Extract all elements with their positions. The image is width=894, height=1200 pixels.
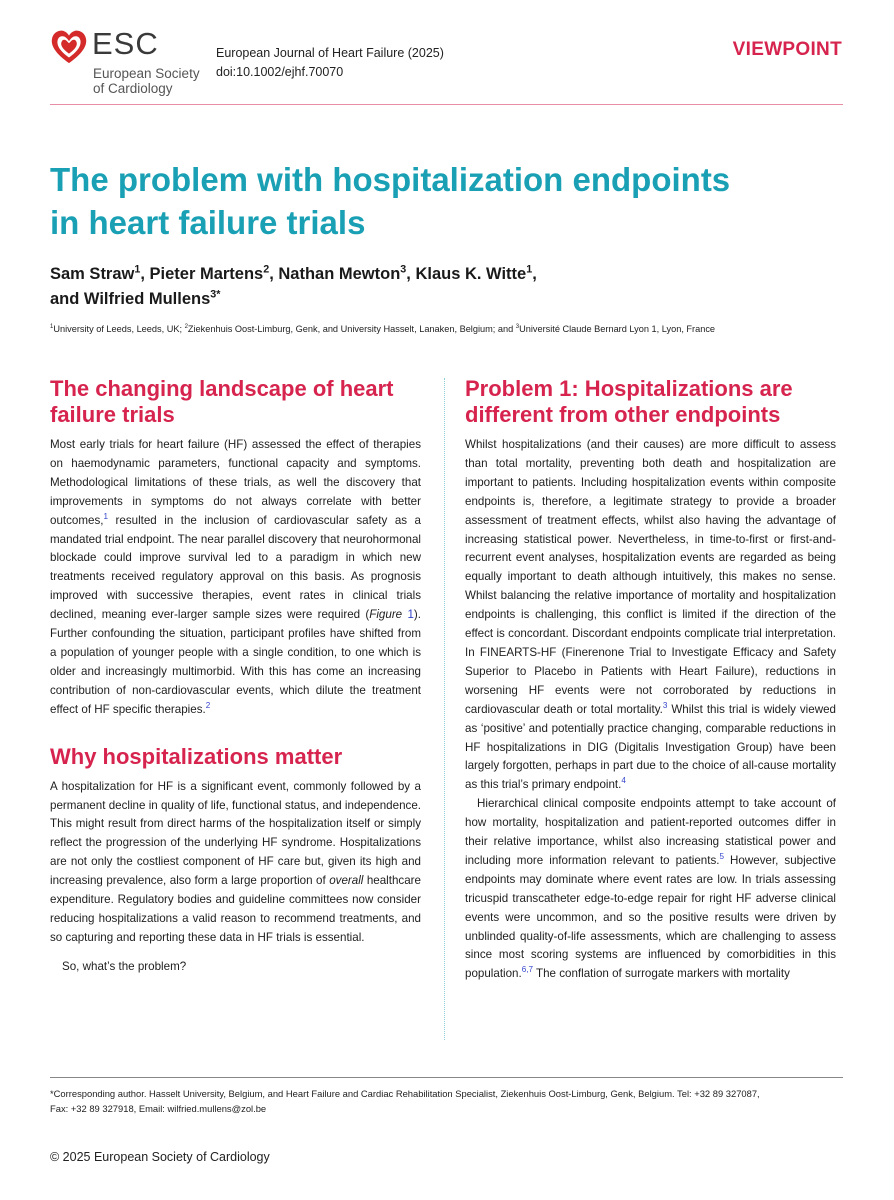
section-heading-landscape: The changing landscape of heart failure trials — [50, 376, 394, 427]
paragraph — [50, 778, 421, 948]
author-affiliation: 3* — [210, 288, 221, 301]
reference-link[interactable]: 5 — [719, 852, 725, 862]
author-separator: , — [406, 265, 416, 283]
title-line-1: The problem with hospitalization endpoints — [50, 161, 731, 198]
logo-subtitle-line1: European Society — [93, 66, 200, 81]
author-separator: , — [140, 265, 150, 283]
reference-link[interactable]: 3 — [662, 700, 668, 710]
paragraph — [50, 436, 421, 720]
logo-subtitle-line2: of Cardiology — [93, 81, 173, 96]
paragraph-text: ). Further confounding the situation, participant profiles have shifted from a population of younger people with a single condition, to one which is older and increasingly multimorbid. With this has come an increasing contribution of non-cardiovascular events, which dilute the treatment effect of HF specific therapies. — [50, 608, 421, 716]
paragraph-text: However, subjective endpoints may dominate where event rates are low. In trials assessing tricuspid transcatheter edge-to-edge repair for right HF adverse clinical events were uncommon, and so the positive results were driven by unblinded quality-of-life assessments, which are challenging to assess since most scoring systems are influenced by comorbidities in this population. — [465, 853, 836, 981]
author-affiliation: 2 — [263, 263, 270, 276]
affiliation-number: 2 — [184, 323, 188, 330]
paragraph-text: The conflation of surrogate markers with mortality — [533, 967, 790, 981]
affiliation-text: Ziekenhuis Oost-Limburg, Genk, and University Hasselt, Lanaken, Belgium; and — [187, 324, 516, 334]
esc-logo — [50, 28, 210, 98]
heart-icon — [50, 28, 88, 66]
reference-link[interactable]: 2 — [205, 700, 211, 710]
article-title — [50, 158, 850, 244]
paragraph — [465, 436, 836, 795]
reference-link[interactable]: 4 — [621, 776, 626, 786]
paragraph-text: Whilst hospitalizations (and their causes) are more difficult to assess than total mortality, preventing both death and hospitalization are important to patients. Including hospitalization events within composite endpoints is, therefore, a legitimate strategy to provide a broader assessment of treatment effects, whilst also having the advantage of increasing statistical power. Nevertheless, in time-to-first or first-and-recurrent event analyses, hospitalization events are regarded as being equally important to death although intuitively, this makes no sense. Whilst balancing the relative importance of mortality and hospitalization endpoints is challenging, this conflict is limited if the direction of the effect is concordant. Discordant endpoints complicate trial interpretation. In FINEARTS-HF (Finerenone Trial to Investigate Efficacy and Safety Superior to Placebo in Patients with Heart Failure), reductions in worsening HF events were not corroborated by reductions in cardiovascular death or total mortality. — [465, 438, 836, 716]
copyright-notice: © 2025 European Society of Cardiology — [50, 1150, 270, 1164]
section-heading-why: Why hospitalizations matter — [50, 743, 343, 769]
doi-link[interactable]: doi:10.1002/ejhf.70070 — [216, 65, 344, 79]
journal-info — [216, 44, 444, 82]
section-heading-problem1: Problem 1: Hospitalizations are different from other endpoints — [465, 376, 793, 427]
left-column — [50, 376, 421, 977]
author-name[interactable]: Klaus K. Witte — [415, 265, 527, 283]
logo-wordmark: ESC — [92, 26, 159, 61]
reference-link[interactable]: 6,7 — [521, 965, 534, 975]
author-affiliation: 1 — [134, 263, 141, 276]
affiliations — [50, 324, 850, 334]
author-line-1 — [50, 262, 850, 287]
author-name[interactable]: Sam Straw — [50, 265, 135, 283]
paragraph-text: Most early trials for heart failure (HF) assessed the effect of therapies on haemodynamic parameters, functional capacity and symptoms. Methodological limitations of these trials, as well the discovery that improvements in symptoms do not always correlate with better outcomes, — [50, 438, 421, 527]
affiliation-text: Université Claude Bernard Lyon 1, Lyon, France — [519, 324, 716, 334]
paragraph-text: resulted in the inclusion of cardiovascular safety as a mandated trial endpoint. The near parallel discovery that neurohormonal blockade could improve survival led to a paradigm in which new treatments received regulatory approval on this basis. As prognosis improved with successive therapies, event rates in clinical trials declined, meaning ever-larger sample sizes were required ( — [50, 513, 421, 622]
author-separator: , — [269, 265, 279, 283]
figure-label: Figure — [369, 608, 403, 622]
corresponding-author-footnote — [50, 1086, 850, 1116]
reference-link[interactable]: 1 — [103, 511, 109, 521]
article-type-label: VIEWPOINT — [732, 39, 842, 60]
journal-name: European Journal of Heart Failure (2025) — [216, 46, 444, 60]
paragraph-text: Whilst this trial is widely viewed as ‘positive’ and potentially practice changing, comparable reductions in HF hospitalizations in DIG (Digitalis Investigation Group) have been largely forgotten, perhaps in part due to the choice of all-cause mortality as this trial’s primary endpoint. — [465, 702, 836, 792]
author-line-2 — [50, 287, 850, 312]
affiliation-number: 1 — [50, 323, 54, 330]
author-separator: , — [532, 265, 537, 283]
column-divider — [444, 378, 445, 1040]
logo-subtitle — [93, 66, 200, 96]
author-affiliation: 1 — [526, 263, 533, 276]
author-list — [50, 262, 850, 312]
paragraph-text: Hierarchical clinical composite endpoints attempt to take account of how mortality, hospitalization and patient-reported outcomes differ in their relative importance, whilst also increasing statistical power and including more information relevant to patients. — [465, 797, 836, 867]
paragraph: So, what’s the problem? — [62, 959, 187, 973]
paragraph-text: healthcare expenditure. Regulatory bodies and guideline committees now consider reducing hospitalizations a valid reason to recommend treatments, and so capturing and reporting these data in HF trials is essential. — [50, 874, 421, 944]
author-affiliation: 3 — [400, 263, 407, 276]
footnote-text: Fax: +32 89 327918, Email: — [50, 1103, 168, 1114]
paragraph — [465, 795, 836, 984]
email-link[interactable]: wilfried.mullens@zol.be — [167, 1103, 267, 1114]
figure-link[interactable]: 1 — [407, 608, 414, 622]
footnote-line-1: *Corresponding author. Hasselt University, Belgium, and Heart Failure and Cardiac Rehabilitation Specialist, Ziekenhuis Oost-Limburg, Genk, Belgium. Tel: +32 89 327087, — [50, 1088, 760, 1099]
footer-divider — [50, 1077, 843, 1078]
right-column — [465, 376, 836, 984]
affiliation-text: University of Leeds, Leeds, UK; — [53, 324, 185, 334]
emphasis-text: overall — [329, 874, 364, 888]
title-line-2: in heart failure trials — [50, 204, 366, 241]
author-name[interactable]: Pieter Martens — [149, 265, 264, 283]
paragraph-text: A hospitalization for HF is a significant event, commonly followed by a permanent decline in quality of life, functional status, and independence. This might result from direct harms of the hospitalization itself or simply reflect the progression of the underlying HF syndrome. Hospitalizations are not only the costliest component of HF care but, given its high and increasing prevalence, also form a large proportion of — [50, 779, 421, 888]
affiliation-number: 3 — [515, 323, 520, 330]
author-name[interactable]: and Wilfried Mullens — [50, 290, 211, 308]
header-divider — [50, 104, 843, 105]
author-name[interactable]: Nathan Mewton — [278, 265, 401, 283]
footnote-line-2 — [50, 1101, 850, 1116]
